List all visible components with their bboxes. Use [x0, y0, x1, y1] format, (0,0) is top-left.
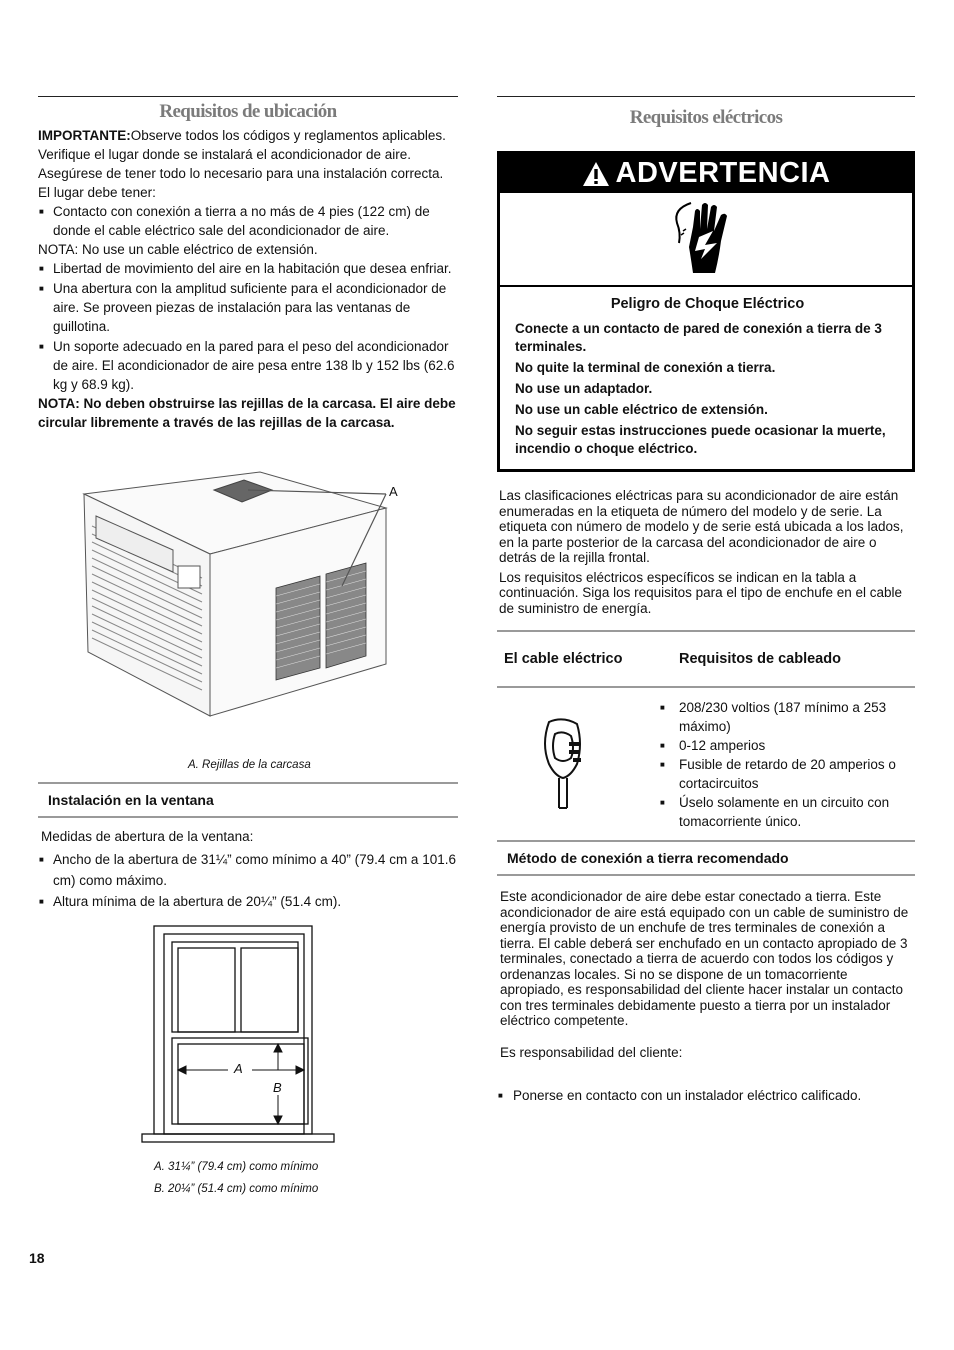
- column-header-cord: El cable eléctrico: [504, 650, 623, 667]
- paragraph: Medidas de abertura de la ventana:: [41, 829, 254, 844]
- warning-triangle-icon: [582, 161, 610, 187]
- section-title-electrical: Requisitos eléctricos: [629, 107, 783, 128]
- section-title-location: Requisitos de ubicación: [159, 101, 337, 122]
- three-prong-plug-icon: [533, 714, 593, 814]
- note: NOTA: No use un cable eléctrico de extensión.: [38, 242, 318, 257]
- window-figure: [38, 920, 458, 1196]
- paragraph: Las clasificaciones eléctricas para su acondicionador de aire están enumeradas en la etiqueta de número del modelo y de serie. La etiqueta con número de modelo y de serie está ubicada a los lados, en la parte posterior de la carcasa del acondicionador de aire o detrás de la rejilla frontal.: [499, 488, 904, 565]
- warning-line: No use un cable eléctrico de extensión.: [515, 402, 768, 417]
- subheading-grounding: Método de conexión a tierra recomendado: [497, 840, 915, 876]
- paragraph: Verifique el lugar donde se instalará el acondicionador de aire.: [38, 147, 411, 162]
- important-paragraph: [38, 126, 458, 145]
- warning-line: No use un adaptador.: [515, 381, 653, 396]
- wiring-requirements-list: [659, 698, 915, 831]
- figure-caption: B. 20¼” (51.4 cm) como mínimo: [154, 1183, 319, 1195]
- warning-body: [500, 287, 912, 469]
- electric-shock-hand-icon: [671, 199, 741, 279]
- note-bold: NOTA: No deben obstruirse las rejillas de la carcasa. El aire debe circular libremente a través de las rejillas de la carcasa.: [38, 396, 456, 430]
- column-header-wiring: Requisitos de cableado: [679, 650, 841, 667]
- paragraph: Los requisitos eléctricos específicos se indican en la tabla a continuación. Siga los requisitos para el tipo de enchufe en el cable de suministro de energía.: [499, 569, 903, 616]
- figure-label-a: A: [389, 484, 398, 499]
- subheading-window-install: Instalación en la ventana: [38, 782, 458, 818]
- bullet-item: ■ Úselo solamente en un circuito con tomacorriente único.: [659, 793, 915, 831]
- bullet-item: ■ Contacto con conexión a tierra a no más de 4 pies (122 cm) de donde el cable eléctrico sale del acondicionador de aire.: [38, 202, 458, 240]
- warning-title: Peligro de Choque Eléctrico: [610, 296, 805, 312]
- bullet-item: ■ 208/230 voltios (187 mínimo a 253 máximo): [659, 698, 915, 736]
- ac-unit-figure: [38, 446, 458, 782]
- important-text: Observe todos los códigos y reglamentos aplicables.: [130, 128, 446, 143]
- bullet-item: ■ Una abertura con la amplitud suficiente para el acondicionador de aire. Se proveen piezas de instalación para las ventanas de guillotina.: [38, 279, 458, 336]
- bullet-item: ■ Un soporte adecuado en la pared para el peso del acondicionador de aire. El acondicionador de aire pesa entre 138 lb y 152 lbs (62.6 kg y 68.9 kg).: [38, 337, 458, 394]
- section-rule: [497, 96, 915, 97]
- bullet-item: ■ Ancho de la abertura de 31¼” como mínimo a 40” (79.4 cm a 101.6 cm) como máximo.: [38, 849, 458, 891]
- warning-box: [497, 151, 915, 472]
- page-number: 18: [29, 1250, 45, 1266]
- figure-caption: A. Rejillas de la carcasa: [188, 759, 311, 771]
- bullet-item: ■ Ponerse en contacto con un instalador eléctrico calificado.: [497, 1086, 915, 1105]
- paragraph: Este acondicionador de aire debe estar conectado a tierra. Este acondicionador de aire está equipado con un cable de suministro de energía provisto de un enchufe de tres terminales de conexión a tierra. El cable deberá ser enchufado en un contacto apropiado de 3 terminales, conectado a tierra de acuerdo con todos los códigos y ordenanzas locales. Si no se dispone de un tomacorriente apropiado, es responsabilidad del cliente hacer instalar un contacto con tres terminales debidamente puesto a tierra por un instalador eléctrico competente.: [500, 889, 909, 1028]
- section-rule: [38, 96, 458, 97]
- paragraph: Es responsabilidad del cliente:: [500, 1044, 683, 1060]
- left-column: [38, 96, 458, 1196]
- figure-label-a: A: [234, 1061, 243, 1076]
- warning-icon-row: [500, 193, 912, 287]
- important-label: IMPORTANTE:: [38, 128, 131, 143]
- paragraph: Asegúrese de tener todo lo necesario para una instalación correcta.: [38, 166, 444, 181]
- figure-caption: A. 31¼” (79.4 cm) como mínimo: [154, 1161, 319, 1173]
- bullet-item: ■ Fusible de retardo de 20 amperios o cortacircuitos: [659, 755, 915, 793]
- window-illustration: [38, 920, 458, 1150]
- requirements-table-row: [497, 688, 915, 840]
- warning-line: No seguir estas instrucciones puede ocasionar la muerte, incendio o choque eléctrico.: [515, 423, 886, 456]
- bullet-item: ■ 0-12 amperios: [659, 736, 915, 755]
- warning-line: Conecte a un contacto de pared de conexión a tierra de 3 terminales.: [515, 321, 882, 354]
- warning-heading: ADVERTENCIA: [615, 157, 831, 189]
- bullet-item: ■ Altura mínima de la abertura de 20¼” (51.4 cm).: [38, 891, 458, 912]
- paragraph: El lugar debe tener:: [38, 185, 156, 200]
- warning-line: No quite la terminal de conexión a tierra.: [515, 360, 776, 375]
- warning-header: [500, 154, 912, 193]
- requirements-table-header: [497, 630, 915, 688]
- right-column: [497, 96, 915, 1105]
- figure-label-b: B: [273, 1080, 282, 1095]
- bullet-item: ■ Libertad de movimiento del aire en la habitación que desea enfriar.: [38, 259, 458, 278]
